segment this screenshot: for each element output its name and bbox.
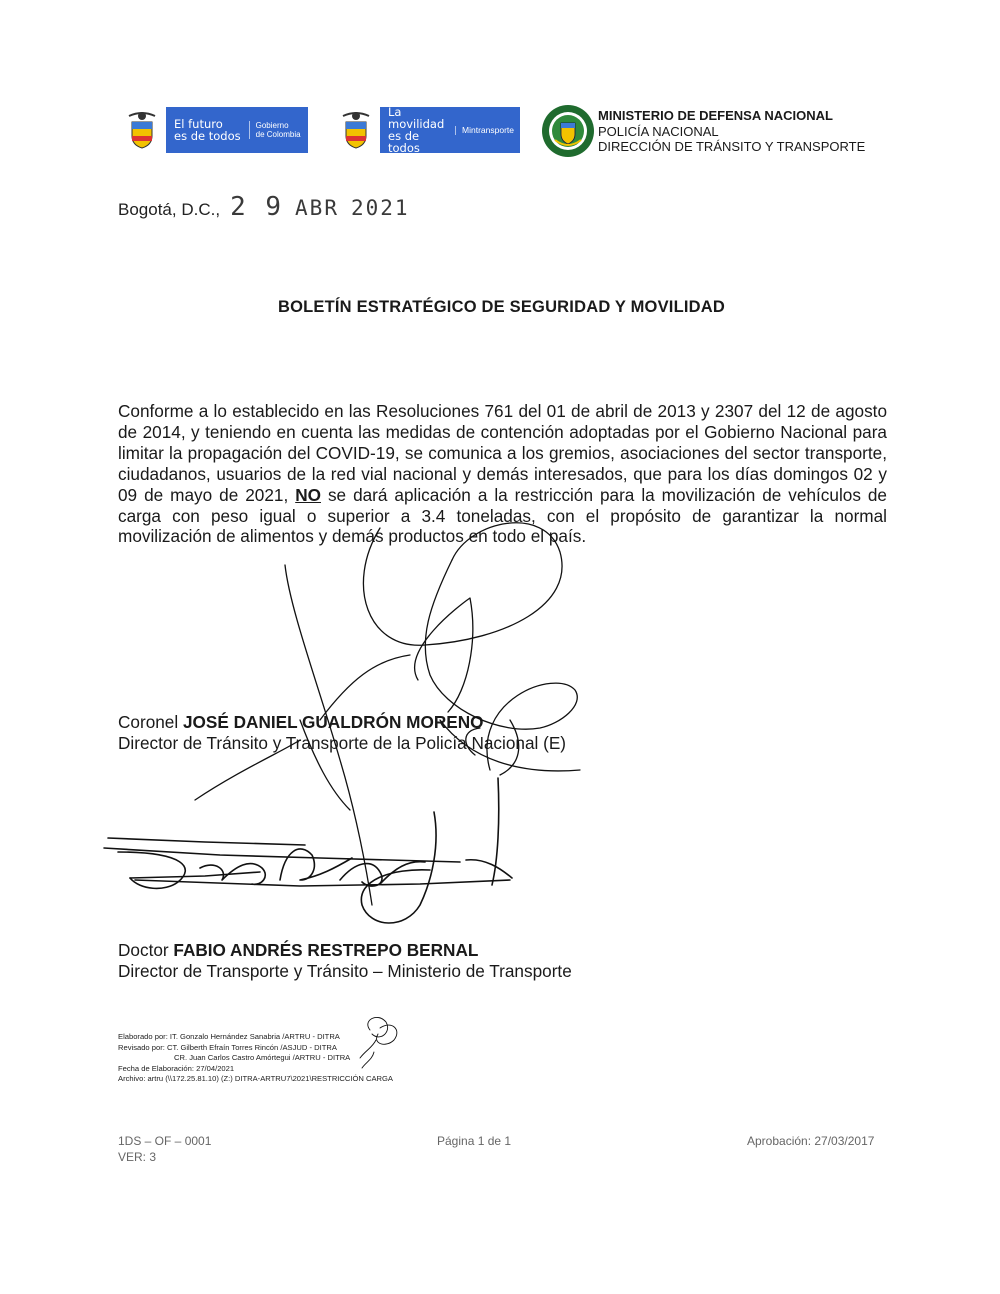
body-text-after: se dará aplicación a la restricción para la movilización de vehículos de carga con peso igual o superior a 3.4 toneladas, con el propósito de garantizar la normal movilización de alimentos y demás productos en todo el país. — [118, 484, 887, 547]
signatory-2 — [118, 940, 572, 982]
logo1-sub1: Gobierno — [255, 121, 289, 130]
date-stamp — [230, 192, 409, 222]
date-stamp-year: 2021 — [350, 196, 410, 220]
footer-code — [118, 1133, 211, 1165]
colombia-coat-of-arms-icon — [332, 107, 380, 153]
signatory2-name: FABIO ANDRÉS RESTREPO BERNAL — [173, 940, 479, 960]
logo2-line2: es de todos — [388, 129, 420, 155]
footer-page-number: Página 1 de 1 — [437, 1134, 512, 1148]
ministry-heading — [598, 108, 865, 155]
footer-approval: Aprobación: 27/03/2017 — [747, 1134, 875, 1148]
footer-version: VER: 3 — [118, 1150, 157, 1164]
date-stamp-month: ABR — [295, 196, 339, 220]
date-stamp-day: 2 9 — [230, 192, 284, 222]
place-date — [118, 192, 410, 222]
credit-fecha: Fecha de Elaboración: 27/04/2021 — [118, 1063, 235, 1073]
signatory2-rank: Doctor — [118, 940, 169, 960]
body-text-before: Conforme a lo establecido en las Resoluciones 761 del 01 de abril de 2013 y 2307 del 12 de agosto de 2014, y teniendo en cuenta las medidas de contención adoptadas por el Gobierno Nacional para limitar la propagación del COVID-19, se comunica a los gremios, asociaciones del sector transporte, ciudadanos, usuarios de la red vial nacional y demás interesados, que para los días domingos 02 y 09 de mayo de 2021, — [118, 401, 887, 505]
signatory-1 — [118, 712, 566, 754]
gobierno-colombia-logo — [118, 107, 308, 153]
credit-revisado: Revisado por: CT. Gilberth Efraín Torres Rincón /ASJUD - DITRA — [118, 1042, 337, 1052]
signatory2-role: Director de Transporte y Tránsito – Ministerio de Transporte — [118, 961, 572, 981]
logo1-line1: El futuro — [174, 117, 223, 131]
ministry-line2: POLICÍA NACIONAL — [598, 123, 719, 139]
logo2-sub1: Mintransporte — [462, 124, 514, 135]
signatory1-rank: Coronel — [118, 712, 179, 732]
credit-elaborado: Elaborado por: IT. Gonzalo Hernández Sanabria /ARTRU - DITRA — [118, 1032, 340, 1041]
ministry-line3: DIRECCIÓN DE TRÁNSITO Y TRANSPORTE — [598, 139, 866, 154]
document-title: BOLETÍN ESTRATÉGICO DE SEGURIDAD Y MOVILIDAD — [277, 298, 725, 316]
body-emphasis-no: NO — [295, 484, 321, 505]
logo1-sub2: de Colombia — [255, 130, 301, 139]
document-credits — [118, 1032, 393, 1085]
credit-archivo: Archivo: artru (\\172.25.81.10) (Z:) DITRA-ARTRU7\2021\RESTRICCIÓN CARGA — [118, 1074, 393, 1084]
signatory1-name: JOSÉ DANIEL GUALDRÓN MORENO — [182, 712, 484, 732]
body-paragraph — [118, 401, 887, 547]
footer-code-text: 1DS – OF – 0001 — [118, 1134, 212, 1148]
logo2-line1: La movilidad — [388, 105, 445, 131]
signatory1-role: Director de Tránsito y Transporte de la Policía Nacional (E) — [118, 733, 567, 753]
mintransporte-logo — [332, 107, 520, 153]
credit-revisado-2: CR. Juan Carlos Castro Amórtegui /ARTRU - DITRA — [174, 1053, 351, 1063]
colombia-coat-of-arms-icon — [118, 107, 166, 153]
logo1-line2: es de todos — [174, 129, 241, 143]
police-seal-icon — [541, 104, 595, 158]
signature-2-ink — [104, 778, 512, 923]
place-label: Bogotá, D.C., — [118, 200, 221, 219]
ministry-line1: MINISTERIO DE DEFENSA NACIONAL — [598, 108, 833, 123]
